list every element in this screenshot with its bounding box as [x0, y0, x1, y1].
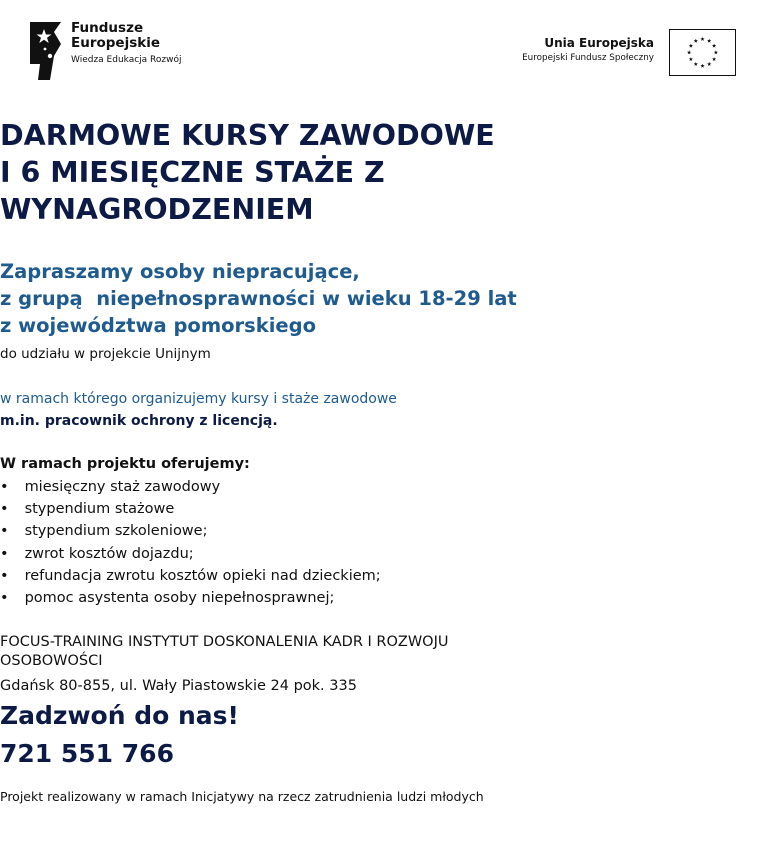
offer-item-text: refundacja zwrotu kosztów opieki nad dzieckiem; — [24, 567, 381, 584]
bullet-icon: • — [0, 501, 9, 518]
offer-item-text: stypendium szkoleniowe; — [24, 523, 208, 540]
bullet-icon: • — [0, 545, 9, 562]
headline-line3: WYNAGRODZENIEM — [0, 193, 314, 226]
invitation-line1: Zapraszamy osoby niepracujące, — [0, 260, 360, 283]
eu-star-icon — [712, 44, 716, 48]
offer-item — [0, 498, 768, 520]
participation-text: do udziału w projekcie Unijnym — [0, 346, 211, 362]
offer-item — [0, 520, 768, 542]
offer-item — [0, 587, 768, 609]
offer-item-text: stypendium stażowe — [24, 501, 175, 518]
offer-list — [0, 476, 768, 609]
eu-star-icon — [700, 64, 704, 68]
phone-number: 721 551 766 — [0, 739, 174, 768]
invitation-line3: z województwa pomorskiego — [0, 314, 316, 337]
eu-star-icon — [687, 50, 691, 54]
offer-heading: W ramach projektu oferujemy: — [0, 456, 250, 472]
eu-star-icon — [700, 37, 704, 41]
eu-star-icon — [712, 57, 716, 61]
funds-name-line1: Fundusze — [71, 20, 144, 36]
european-funds-star-logo-icon — [28, 20, 64, 82]
offer-item — [0, 565, 768, 587]
eu-star-icon — [694, 62, 698, 66]
bullet-icon: • — [0, 590, 9, 607]
eu-flag-icon — [669, 29, 736, 76]
funds-tagline: Wiedza Edukacja Rozwój — [71, 55, 182, 65]
call-us-text: Zadzwoń do nas! — [0, 701, 239, 730]
bullet-icon: • — [0, 523, 9, 540]
eu-star-icon — [707, 62, 711, 66]
headline-line1: DARMOWE KURSY ZAWODOWE — [0, 119, 495, 152]
headline — [0, 117, 768, 228]
organizer-address: Gdańsk 80-855, ul. Wały Piastowskie 24 pok. 335 — [0, 678, 357, 694]
eu-star-icon — [689, 57, 693, 61]
invitation — [0, 258, 768, 339]
funds-name-line2: Europejskie — [71, 35, 161, 51]
invitation-line2: z grupą niepełnosprawności w wieku 18-29 lat — [0, 287, 517, 310]
project-footnote: Projekt realizowany w ramach Inicjatywy na rzecz zatrudnienia ludzi młodych — [0, 789, 484, 804]
offer-item-text: pomoc asystenta osoby niepełnosprawnej; — [24, 590, 335, 607]
offer-item — [0, 476, 768, 498]
bullet-icon: • — [0, 567, 9, 584]
eu-star-icon — [694, 39, 698, 43]
organizer-line1: FOCUS-TRAINING INSTYTUT DOSKONALENIA KADR I ROZWOJU — [0, 634, 449, 650]
eu-name: Unia Europejska — [544, 36, 654, 50]
organizer — [0, 633, 768, 670]
example-text: m.in. pracownik ochrony z licencją. — [0, 413, 278, 429]
eu-logo — [522, 29, 736, 76]
offer-item-text: miesięczny staż zawodowy — [24, 479, 221, 495]
bullet-icon: • — [0, 479, 9, 495]
offer-item — [0, 543, 768, 565]
offer-item-text: zwrot kosztów dojazdu; — [24, 545, 194, 562]
organizer-line2: OSOBOWOŚCI — [0, 652, 103, 669]
call-to-action — [0, 697, 768, 773]
european-funds-logo — [28, 20, 182, 82]
headline-line2: I 6 MIESIĘCZNE STAŻE Z — [0, 156, 385, 189]
eu-fund-name: Europejski Fundusz Społeczny — [522, 53, 654, 63]
eu-star-icon — [707, 39, 711, 43]
framework-text: w ramach którego organizujemy kursy i staże zawodowe — [0, 391, 397, 407]
header — [0, 0, 768, 100]
eu-star-icon — [689, 44, 693, 48]
eu-star-icon — [714, 50, 718, 54]
